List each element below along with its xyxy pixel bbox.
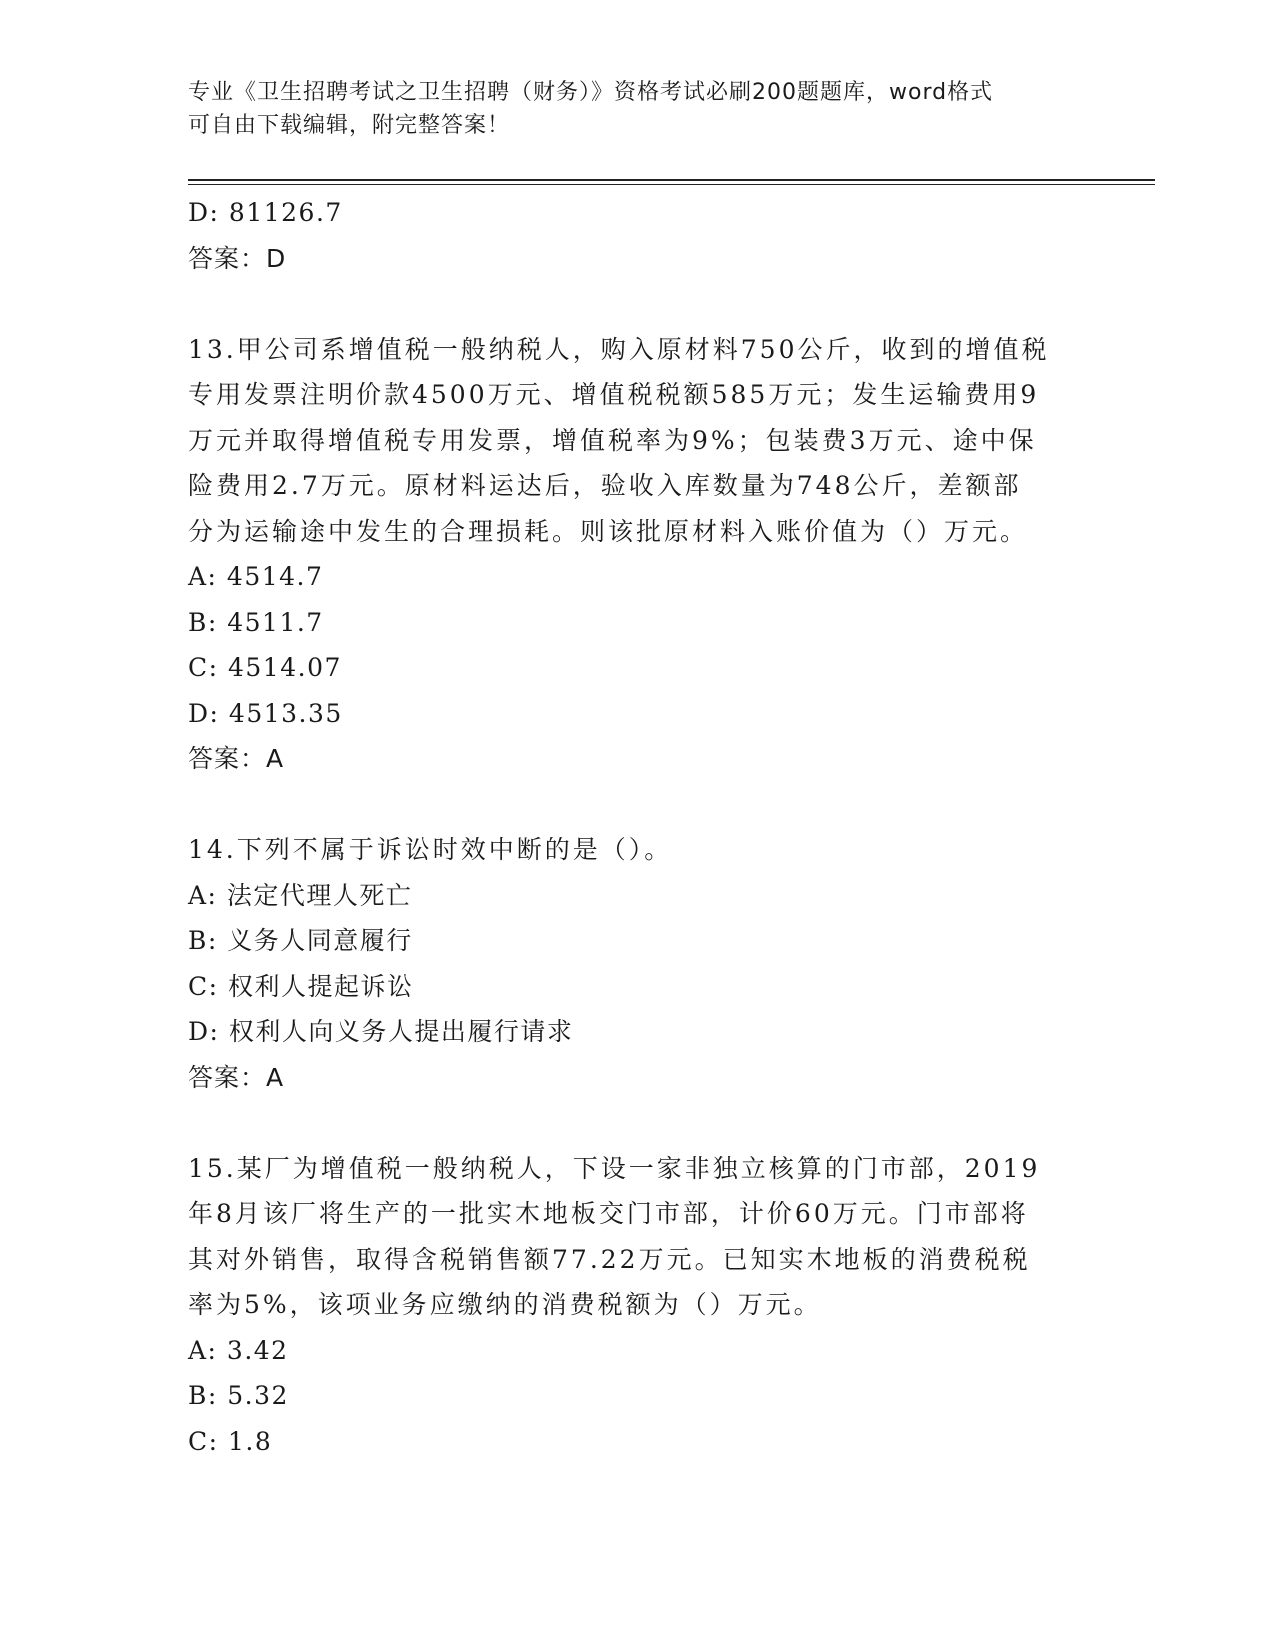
question-13-stem	[188, 327, 1088, 555]
stem-line: 年8月该厂将生产的一批实木地板交门市部，计价60万元。门市部将	[188, 1199, 1029, 1228]
question-15-stem	[188, 1146, 1088, 1328]
option-a: A: 法定代理人死亡	[188, 880, 413, 910]
spacer	[188, 1100, 1088, 1146]
stem-line: 14.下列不属于诉讼时效中断的是（）。	[188, 835, 673, 864]
question-14-stem	[188, 827, 1088, 873]
stem-line: 险费用2.7万元。原材料运达后，验收入库数量为748公斤，差额部	[188, 471, 1022, 500]
stem-line: 其对外销售，取得含税销售额77.22万元。已知实木地板的消费税税	[188, 1244, 1031, 1274]
stem-line: 13.甲公司系增值税一般纳税人，购入原材料750公斤，收到的增值税	[188, 334, 1050, 364]
answer: 答案：A	[188, 1062, 285, 1092]
header-line-2: 可自由下载编辑，附完整答案！	[188, 113, 511, 138]
stem-line: 15.某厂为增值税一般纳税人，下设一家非独立核算的门市部，2019	[188, 1153, 1041, 1183]
answer: 答案：D	[188, 243, 287, 273]
option-c: C: 1.8	[188, 1426, 273, 1456]
option-d: D: 4513.35	[188, 698, 343, 728]
stem-line: 率为5%，该项业务应缴纳的消费税额为（）万元。	[188, 1290, 822, 1319]
stem-line: 分为运输途中发生的合理损耗。则该批原材料入账价值为（）万元。	[188, 516, 1029, 546]
spacer	[188, 281, 1088, 327]
header-rule-thin	[188, 184, 1155, 185]
stem-line: 专用发票注明价款4500万元、增值税税额585万元；发生运输费用9	[188, 380, 1040, 409]
page-header	[188, 76, 1088, 142]
option-d: D: 81126.7	[188, 198, 343, 227]
header-rule	[188, 179, 1155, 181]
stem-line: 万元并取得增值税专用发票，增值税率为9%；包装费3万元、途中保	[188, 425, 1037, 455]
option-a: A: 4514.7	[188, 562, 324, 591]
option-b: B: 5.32	[188, 1381, 289, 1410]
option-c: C: 4514.07	[188, 653, 342, 682]
spacer	[188, 782, 1088, 828]
option-b: B: 义务人同意履行	[188, 926, 413, 955]
option-c: C: 权利人提起诉讼	[188, 971, 414, 1001]
option-b: B: 4511.7	[188, 607, 324, 637]
document-body	[188, 190, 1088, 1464]
option-d: D: 权利人向义务人提出履行请求	[188, 1017, 574, 1046]
header-line-1: 专业《卫生招聘考试之卫生招聘（财务）》资格考试必刷200题题库，word格式	[188, 80, 994, 105]
answer: 答案：A	[188, 744, 285, 773]
option-a: A: 3.42	[188, 1335, 289, 1365]
